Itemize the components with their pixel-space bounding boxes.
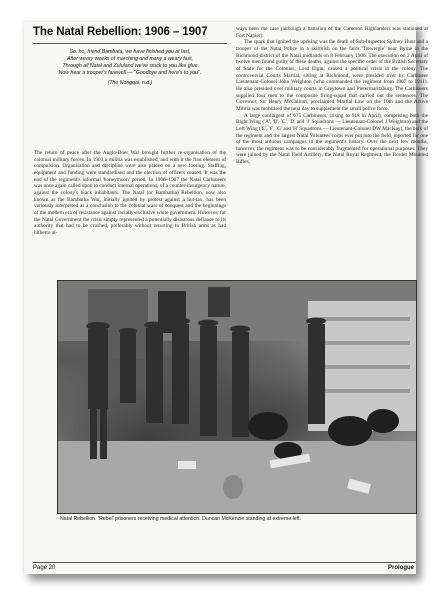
photo-caption: Natal Rebellion. 'Rebel' prisoners receiving medical attention. Duncan McKenzie standing at extreme left. [60, 516, 302, 522]
historical-photo [57, 280, 417, 514]
photo-scene [58, 281, 416, 513]
epigraph-source: (The Nongqai, n.d.) [107, 80, 153, 86]
epigraph-line: After weary weeks of marching and many a weary fast, [67, 56, 193, 62]
epigraph-line: Through all Natal and Zululand we've stuck to you like glue [62, 63, 198, 69]
epigraph-line: Now hear a trooper's farewell — "Goodbye and here's to you". [58, 70, 202, 76]
epigraph-line: So, ho, friend Bambata, we have finished you at last, [69, 49, 191, 55]
body-paragraph: A large contingent of 675 Carbineers, (rising to 918 in April), comprising both the Right Wing ('A', 'B', 'C', 'D' and 'J' Squadrons — Lieutenant-Colonel J Weighton) and the Left Wing ('E', 'F', 'G' and 'H' Squadrons — Lieutenant-Colonel DW MacKay), the bulk of the regiment and the largest Natal Volunteer corps ever put into the field, reported for one of the most arduous campaigns in the regiment's history. Over the next few months, however, the regiment was to be considerably fragmented for operational purposes. They were joined by the Natal Field Artillery, the Natal Royal Regiment, the Border Mounted Rifles, [236, 112, 428, 166]
body-paragraph: The spark that ignited the uprising was the death of Sub-Inspector Sydney Hunt and a trooper of the Natal Police in a skirmish on the farm 'Trewergie' near Byrne in the Richmond district of the Natal midlands on 8 February 1906. The execution on 2 April of twelve men found guilty of these deaths, against the specific order of the British Secretary of State for the Colonies, Lord Elgin, caused a political crisis in the colony. The controversial Courts Martial, sitting at Richmond, were presided over by Carbineer Lieutenant-Colonel John Weighton (who commanded the regiment from 1907 to 1911). He also presided over military courts in Greytown and Pietermaritzburg. The Carbineers supplied four men to the composite firing-squad that carried out the sentences. The Governor, Sir Henry McCallum, proclaimed Martial Law on the 10th and the Active Militia was mobilised the next day to supplement the small police force. [236, 39, 428, 112]
right-column [236, 26, 428, 302]
epigraph [40, 49, 220, 87]
body-paragraph: The return of peace after the Anglo-Boer War brought further re-organisation of the colonial military forces. In 1903 a militia was established, and with it the first element of compulsion. Organisation and discipline were also placed on a new footing. Staffing, equipment and funding were standardised and the election of officers ceased. It was the end of the regiment's informal 'honeymoon' period. In 1906–1907 the Natal Carbineers was once again called upon to conduct internal operations, of a counter-insurgency nature, against the colony's black inhabitants. The Natal (or Bambatha) Rebellion, now also known as the Bambatha War, initially ignited by protest against a hut-tax, has been variously interpreted as a conclusion to the colonial wars of conquest and the beginnings of the modern era of resistance against racially-exclusive white government. However, for the Natal Government the crisis simply represented a potentially disastrous defiance to its authority that had to be crushed, preferably without resorting to British arms as had hitherto al- [34, 150, 226, 236]
section-name: Prologue [388, 565, 415, 571]
footer-divider [33, 562, 415, 563]
body-paragraph: ways been the case (although a battalion of the Cameron Highlanders was stationed at Fort Napier). [236, 26, 428, 39]
left-column [34, 150, 226, 300]
article-title: The Natal Rebellion: 1906 – 1907 [33, 26, 208, 38]
title-divider [33, 43, 227, 44]
page-number: Page 20 [33, 565, 56, 571]
